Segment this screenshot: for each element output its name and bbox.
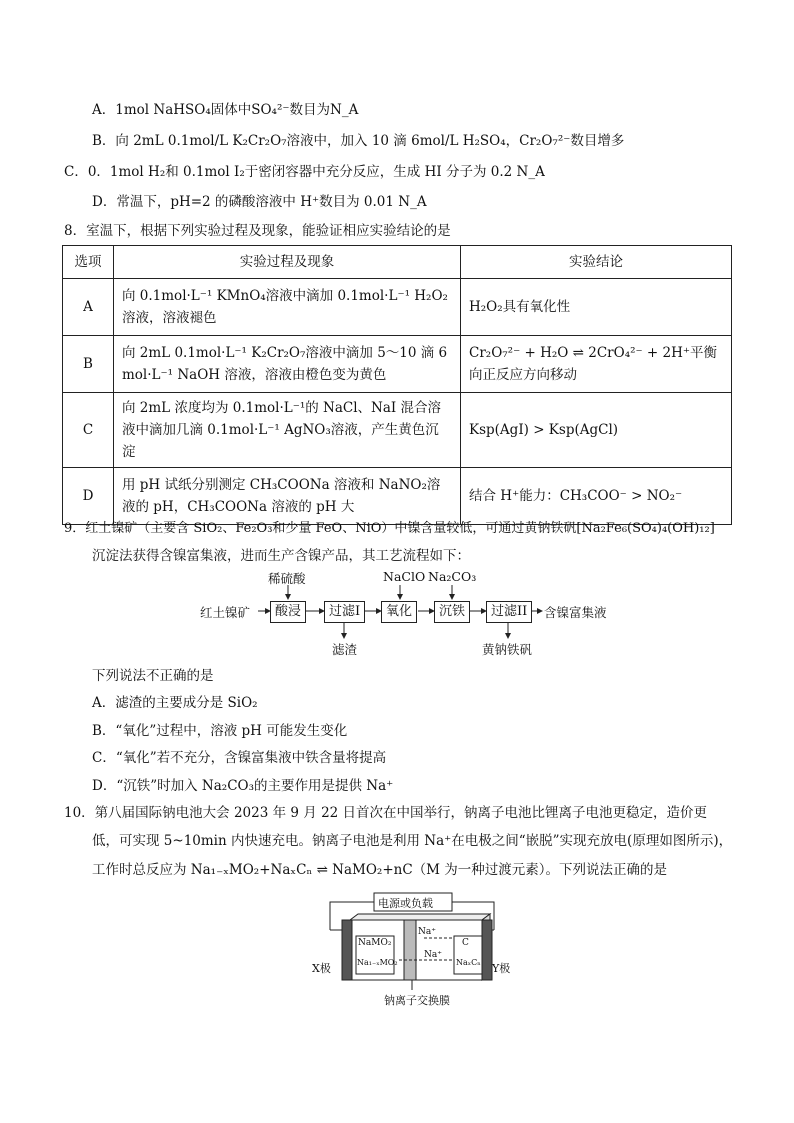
flow-step-filter-2: 过滤II xyxy=(486,601,532,623)
flow-step-iron-precip: 沉铁 xyxy=(434,601,470,623)
q9-stem-line2: 沉淀法获得含镍富集液，进而生产含镍产品，其工艺流程如下： xyxy=(92,548,470,564)
table-header-conclusion: 实验结论 xyxy=(461,246,732,279)
table-row xyxy=(63,468,732,525)
flow-step-oxidize: 氧化 xyxy=(381,601,417,623)
x-electrode-label: X极 xyxy=(312,962,331,975)
q7-option-d: D．常温下，pH=2 的磷酸溶液中 H⁺数目为 0.01 N_A xyxy=(92,194,427,210)
flow-step-acid-leach: 酸浸 xyxy=(270,601,306,623)
q10-line3: 工作时总反应为 Na₁₋ₓMO₂+NaₓCₙ ⇌ NaMO₂+nC（M 为一种过渡元素）。下列说法正确的是 xyxy=(92,862,668,878)
cathode-material-1: NaMO₂ xyxy=(358,938,392,948)
q9-option-c: C．“氧化”若不充分，含镍富集液中铁含量将提高 xyxy=(92,750,387,766)
flow-input-naclo: NaClO xyxy=(383,569,426,584)
q9-stem-line1: 9．红土镍矿（主要含 SiO₂、Fe₂O₃和少量 FeO、NiO）中镍含量较低，可通过黄钠铁矾[Na₂Fe₆(SO₄)₄(OH)₁₂] xyxy=(64,521,715,536)
row-conclusion: 结合 H⁺能力：CH₃COO⁻ > NO₂⁻ xyxy=(461,468,732,525)
q9-option-d: D．“沉铁”时加入 Na₂CO₃的主要作用是提供 Na⁺ xyxy=(92,778,394,794)
table-header-option: 选项 xyxy=(63,246,114,279)
row-conclusion: Ksp(AgI) > Ksp(AgCl) xyxy=(461,393,732,468)
membrane-label: 钠离子交换膜 xyxy=(384,994,450,1007)
power-or-load-label: 电源或负载 xyxy=(378,897,433,910)
q9-option-a: A．滤渣的主要成分是 SiO₂ xyxy=(92,695,258,711)
process-flow-diagram xyxy=(198,568,618,656)
table-row xyxy=(63,336,732,393)
sodium-ion-label-1: Na⁺ xyxy=(418,927,436,937)
flow-input-acid: 稀硫酸 xyxy=(268,571,306,586)
row-option: C xyxy=(63,393,114,468)
cathode-material-2: Na₁₋ₓMO₂ xyxy=(357,958,398,967)
flow-start: 红土镍矿 xyxy=(200,605,251,620)
row-process: 向 2mL 0.1mol·L⁻¹ K₂Cr₂O₇溶液中滴加 5～10 滴 6 mol·L⁻¹ NaOH 溶液，溶液由橙色变为黄色 xyxy=(114,336,461,393)
experiment-table xyxy=(62,245,732,525)
anode-material-1: C xyxy=(462,938,469,948)
row-option: D xyxy=(63,468,114,525)
anode-material-2: NaₓCₙ xyxy=(456,958,481,967)
row-option: A xyxy=(63,279,114,336)
row-process: 向 0.1mol·L⁻¹ KMnO₄溶液中滴加 0.1mol·L⁻¹ H₂O₂溶液，溶液褪色 xyxy=(114,279,461,336)
table-header-row xyxy=(63,246,732,279)
q9-ask: 下列说法不正确的是 xyxy=(92,668,214,684)
battery-diagram xyxy=(312,890,511,1012)
y-electrode-label: Y极 xyxy=(492,962,511,975)
flow-output-residue: 滤渣 xyxy=(332,642,358,657)
flow-step-filter-1: 过滤I xyxy=(324,601,365,623)
row-process: 向 2mL 浓度均为 0.1mol·L⁻¹的 NaCl、NaI 混合溶液中滴加几滴 0.1mol·L⁻¹ AgNO₃溶液，产生黄色沉淀 xyxy=(114,393,461,468)
row-conclusion: Cr₂O₇²⁻ + H₂O ⇌ 2CrO₄²⁻ + 2H⁺平衡向正反应方向移动 xyxy=(461,336,732,393)
flow-input-na2co3: Na₂CO₃ xyxy=(428,569,477,584)
table-header-process: 实验过程及现象 xyxy=(114,246,461,279)
row-conclusion: H₂O₂具有氧化性 xyxy=(461,279,732,336)
q10-line2: 低，可实现 5~10min 内快速充电。钠离子电池是利用 Na⁺在电极之间“嵌脱”实现充放电(原理如图所示)， xyxy=(92,833,733,849)
table-row xyxy=(63,279,732,336)
q10-line1: 10．第八届国际钠电池大会 2023 年 9 月 22 日首次在中国举行，钠离子电池比锂离子电池更稳定，造价更 xyxy=(64,805,708,821)
flow-output-jarosite: 黄钠铁矾 xyxy=(482,642,533,657)
q7-option-b: B．向 2mL 0.1mol/L K₂Cr₂O₇溶液中，加入 10 滴 6mol/L H₂SO₄，Cr₂O₇²⁻数目增多 xyxy=(92,133,625,149)
row-option: B xyxy=(63,336,114,393)
q7-option-c: C．0．1mol H₂和 0.1mol I₂于密闭容器中充分反应，生成 HI 分子为 0.2 N_A xyxy=(64,164,545,180)
table-row xyxy=(63,393,732,468)
q8-stem: 8．室温下，根据下列实验过程及现象，能验证相应实验结论的是 xyxy=(64,223,451,239)
flow-end: 含镍富集液 xyxy=(544,605,607,620)
sodium-ion-label-2: Na⁺ xyxy=(424,950,442,960)
q7-option-a: A．1mol NaHSO₄固体中SO₄²⁻数目为N_A xyxy=(92,102,359,118)
row-process: 用 pH 试纸分别测定 CH₃COONa 溶液和 NaNO₂溶液的 pH，CH₃COONa 溶液的 pH 大 xyxy=(114,468,461,525)
q9-option-b: B．“氧化”过程中，溶液 pH 可能发生变化 xyxy=(92,723,348,739)
